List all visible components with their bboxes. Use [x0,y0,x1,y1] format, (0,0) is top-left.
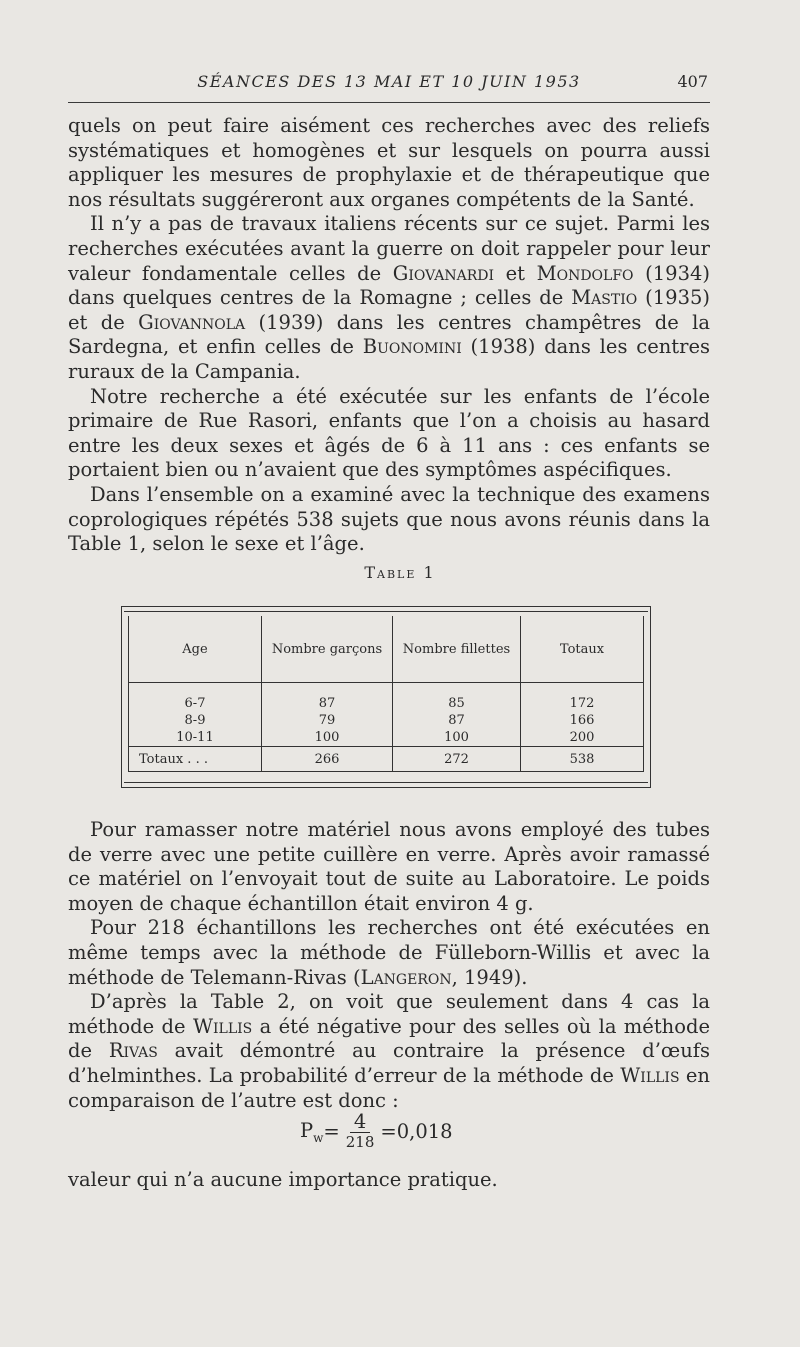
running-title: SÉANCES DES 13 MAI ET 10 JUIN 1953 [197,72,581,91]
table-row: 6-7 87 85 172 [129,695,644,712]
paragraph-6: Pour 218 échantillons les recherches ont été exécutées en même temps avec la méthode de Fülleborn-Willis et avec la méthode de Telemann-Rivas (Langeron, 1949). [68,916,710,989]
author-name: Mastio [571,286,638,310]
paragraph-8: valeur qui n’a aucune importance pratique. [68,1168,498,1191]
page-number: 407 [677,72,708,91]
page-header [68,70,710,103]
author-name: Rivas [108,1039,158,1063]
author-name: Buonomini [362,335,462,359]
table-caption: Table 1 [364,563,436,582]
paragraph-3: Notre recherche a été exécutée sur les enfants de l’école primaire de Rue Rasori, enfants que l’on a choisis au hasard entre les deux sexes et âgés de 6 à 11 ans : ces enfants se portaient bien ou n’avaient que des symptômes aspécifiques. [68,384,710,482]
data-table [128,616,644,772]
paragraph-2: Il n’y a pas de travaux italiens récents sur ce sujet. Parmi les recherches exécutées avant la guerre on doit rappeler pour leur valeur fondamentale celles de Giovanardi et Mondolfo (1934) dans quelques centres de la Romagne ; celles de Mastio (1935) et de Giovannola (1939) dans les centres champêtres de la Sardegna, et enfin celles de Buonomini (1938) dans les centres ruraux de la Campania. [68,212,711,383]
table-row: 10-11 100 100 200 [129,729,644,747]
paragraph-7: D’après la Table 2, on voit que seulement dans 4 cas la méthode de Willis a été négative pour des selles où la méthode de Rivas avait démontré au contraire la présence d’œufs d’helminthes. La probabilité d’erreur de la méthode de Willis en comparaison de l’autre est donc : [68,990,710,1112]
table-row: 8-9 79 87 166 [129,712,644,729]
formula-lhs: $P_w$ [300,1118,324,1145]
author-name: Langeron [360,965,452,989]
paragraph-1: quels on peut faire aisément ces recherches avec des reliefs systématiques et homogènes et sur lesquels on pourra aussi appliquer les mesures de prophylaxie et de thérapeutique que nos résultats suggéreront aux organes compétents de la Santé. [68,114,710,211]
probability-formula: $P_w$ = $\frac{4}{218}$ = 0,018 [300,1110,453,1151]
body-text-end [68,1168,710,1193]
header-boys: Nombre garçons [262,616,393,683]
author-name: Mondolfo [536,261,634,285]
table-frame [121,606,651,788]
body-text-bottom [68,818,710,1113]
paragraph-4: Dans l’ensemble on a examiné avec la technique des examens coprologiques répétés 538 sujets que nous avons réunis dans la Table 1, selon le sexe et l’âge. [68,482,710,556]
author-name: Giovannola [138,310,246,334]
body-text-top [68,114,710,557]
header-age: Age [129,616,262,683]
formula-fraction: $\frac{4}{218}$ [345,1110,375,1151]
formula-result: 0,018 [396,1120,453,1143]
author-name: Willis [620,1063,680,1087]
header-girls: Nombre fillettes [393,616,521,683]
header-totals: Totaux [521,616,644,683]
author-name: Willis [192,1014,253,1038]
table-total-row: Totaux . . . 266 272 538 [129,747,644,772]
author-name: Giovanardi [392,261,495,285]
paragraph-5: Pour ramasser notre matériel nous avons employé des tubes de verre avec une petite cuillère en verre. Après avoir ramassé ce matériel on l’envoyait tout de suite au Laboratoire. Le poids moyen de chaque échantillon était environ 4 g. [68,818,710,915]
